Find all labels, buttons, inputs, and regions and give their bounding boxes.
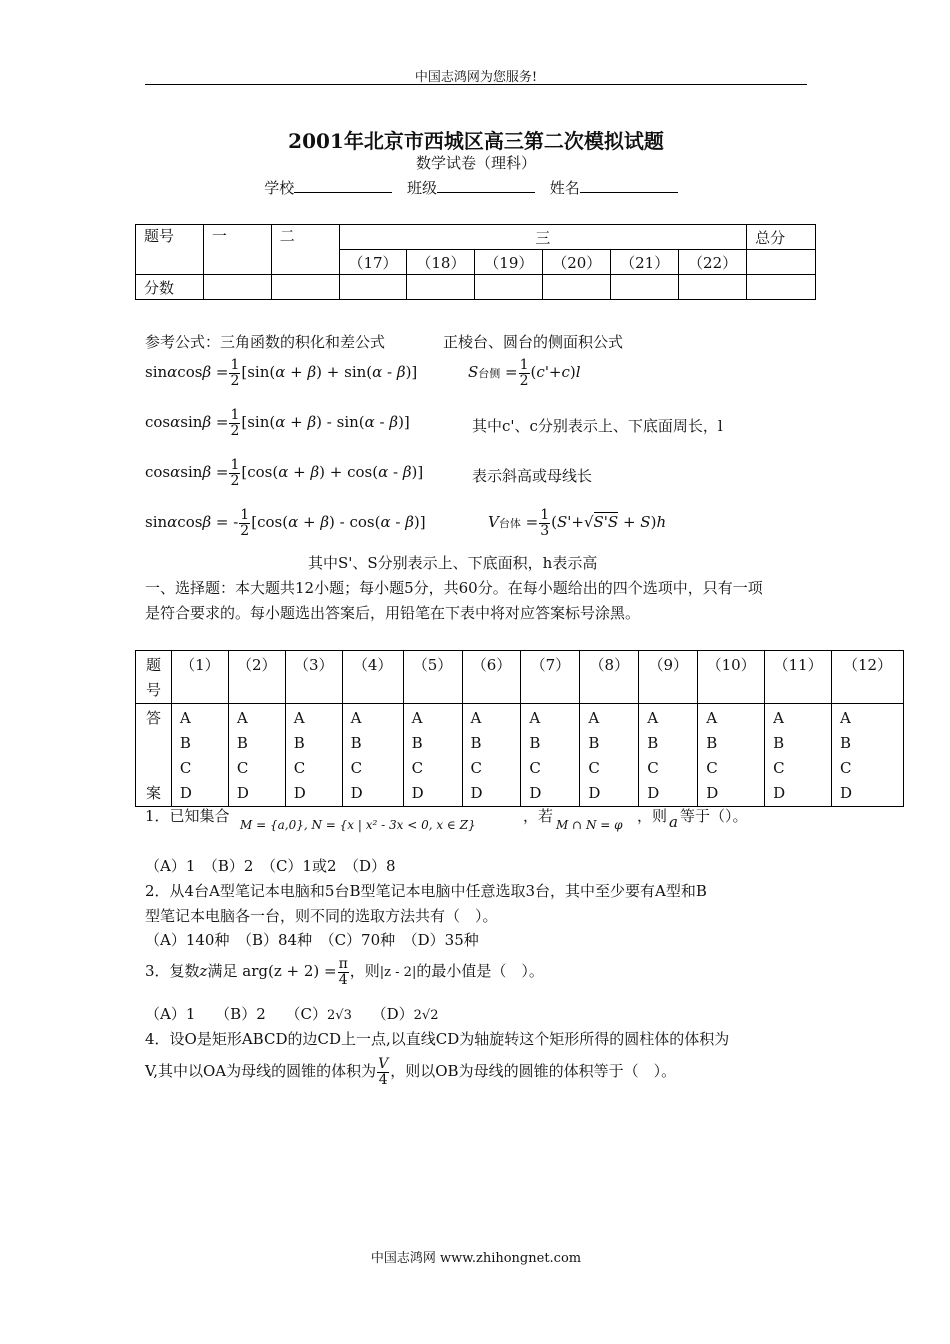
q3-tail: 的最小值是（ ）。 [416,962,544,981]
q3-opt-d: （D） [371,1005,414,1023]
choice-option[interactable]: D [236,784,249,802]
choice-option[interactable]: D [470,784,483,802]
class-label: 班级 [406,179,437,197]
score-sub-17: （17） [339,250,407,275]
choice-option[interactable]: C [840,759,852,777]
choice-option[interactable]: B [706,734,718,752]
choice-option[interactable]: A [293,709,305,727]
choice-option[interactable]: B [588,734,600,752]
q3-opt-c: （C） [285,1005,328,1023]
site-header: 中国志鸿网为您服务! [414,70,538,85]
choice-option[interactable]: A [840,709,851,727]
score-cell[interactable] [271,275,339,300]
q3-z: z [199,962,208,981]
choice-option[interactable]: B [840,734,852,752]
choice-option[interactable]: D [773,784,786,802]
choice-option[interactable]: A [236,709,248,727]
choice-option[interactable]: D [293,784,306,802]
answer-num: （8） [580,651,639,704]
answer-choices [639,704,698,807]
answer-label [136,704,172,807]
choice-option[interactable]: C [647,759,659,777]
choice-option[interactable]: D [647,784,660,802]
label-bottom: 号 [145,681,161,699]
q1-options: （A）1 （B）2 （C）1或2 （D）8 [145,857,396,875]
choice-option[interactable]: C [293,759,306,777]
name-label: 姓名 [549,179,580,197]
answer-choices [403,704,462,807]
score-cell[interactable] [543,275,611,300]
answer-choices [342,704,403,807]
score-cell[interactable] [339,275,407,300]
note-l: 表示斜高或母线长 [472,467,593,485]
ans-bottom: 案 [145,784,161,802]
q3-opt-d-val: 2√2 [413,1008,439,1023]
answer-num: （7） [521,651,580,704]
score-cell[interactable] [679,275,747,300]
choice-option[interactable]: B [773,734,785,752]
student-info-fields [145,177,807,198]
choice-option[interactable]: D [411,784,424,802]
choice-option[interactable]: D [179,784,192,802]
score-cell [747,250,816,275]
answer-choices [228,704,285,807]
score-header-question: 题号 [136,225,204,275]
formula-3: cosαsinβ = $\frac{1}{2}$ [cos(α + β) + cos(α - β)] [145,457,424,489]
section1-text2: 是符合要求的。每小题选出答案后，用铅笔在下表中将对应答案标号涂黑。 [145,604,641,622]
answer-num: （4） [342,651,403,704]
score-row-label: 分数 [136,275,204,300]
choice-option[interactable]: C [350,759,363,777]
q4-four: 4 [378,1071,388,1088]
choice-option[interactable]: B [470,734,482,752]
q2-options: （A）140种 （B）84种 （C）70种 （D）35种 [145,931,479,949]
q1-condition: M ∩ N = φ [556,818,623,832]
q1-mid: ，若 [523,807,554,825]
answer-choices [698,704,765,807]
answer-num: （2） [228,651,285,704]
score-cell[interactable] [203,275,271,300]
choice-option[interactable]: B [529,734,541,752]
subtitle: 数学试卷（理科） [415,154,536,172]
formula-s-lateral: S台侧 = $\frac{1}{2}$ (c'+c)l [468,357,581,389]
formula-v-frustum: V台体 = $\frac{1}{3}$ (S'+√S'S + S)h [488,507,667,539]
score-sub-20: （20） [543,250,611,275]
ans-top: 答 [145,709,161,727]
answer-choices [462,704,521,807]
q1-set: M = {a,0}, N = {x | x² - 3x < 0, x ∈ Z} [240,818,476,832]
score-table [135,224,816,300]
q1-then: ，则 [637,807,668,825]
q3-then: ，则 [349,962,380,981]
answer-choices [171,704,228,807]
score-header-part3: 三 [339,225,747,250]
q3-prefix: 3．复数 [145,962,200,981]
answer-num: （11） [765,651,832,704]
answer-choices [580,704,639,807]
answer-num: （9） [639,651,698,704]
header-divider [145,84,807,85]
q3-opt-b: （B）2 [215,1005,266,1023]
q3-opt-c-val: 2√3 [327,1008,352,1023]
choice-option[interactable]: A [179,709,191,727]
choice-option[interactable]: B [293,734,305,752]
choice-option[interactable]: C [706,759,718,777]
choice-option[interactable]: C [411,759,424,777]
s-subscript: 台侧 [478,367,501,381]
formula-2: cosαsinβ = $\frac{1}{2}$ [sin(α + β) - sin(α - β)] [145,407,410,439]
section1-text1: 一、选择题：本大题共12小题；每小题5分，共60分。在每小题给出的四个选项中，只有一项 [145,579,763,597]
score-cell[interactable] [475,275,543,300]
score-sub-22: （22） [679,250,747,275]
q3-opt-a: （A）1 [145,1005,196,1023]
choice-option[interactable]: A [773,709,784,727]
q3-options [145,1003,438,1024]
choice-option[interactable]: C [470,759,482,777]
choice-option[interactable]: C [179,759,192,777]
choice-option[interactable]: C [588,759,600,777]
answer-choices [285,704,342,807]
v-subscript: 台体 [498,517,521,531]
q4-v: V [378,1056,389,1072]
score-header-total: 总分 [747,225,816,250]
q2-line1: 2．从4台A型笔记本电脑和5台B型笔记本电脑中任意选取3台，其中至少要有A型和B [145,882,707,900]
choice-option[interactable]: B [179,734,191,752]
score-sub-21: （21） [611,250,679,275]
score-sub-18: （18） [407,250,475,275]
answer-num: （5） [403,651,462,704]
choice-option[interactable]: A [529,709,541,727]
choice-option[interactable]: B [236,734,248,752]
answer-choices [832,704,904,807]
choice-option[interactable]: D [529,784,542,802]
choice-option[interactable]: A [411,709,423,727]
q3-four: 4 [338,971,348,988]
choice-option[interactable]: A [588,709,600,727]
choice-option[interactable]: C [236,759,249,777]
formula-1: sinαcosβ = $\frac{1}{2}$ [sin(α + β) + sin(α - β)] [145,357,418,389]
q4-line2 [145,1057,676,1087]
answer-num: （1） [171,651,228,704]
site-footer: 中国志鸿网 www.zhihongnet.com [370,1251,582,1266]
choice-option[interactable]: C [773,759,785,777]
choice-option[interactable]: A [470,709,482,727]
q1-var: a [669,813,678,831]
answer-num: （12） [832,651,904,704]
choice-option[interactable]: B [350,734,362,752]
formula-4: sinαcosβ = - $\frac{1}{2}$ [cos(α + β) - cos(α - β)] [145,507,426,539]
q2-line2: 型笔记本电脑各一台，则不同的选取方法共有（ ）。 [145,907,498,925]
choice-option[interactable]: B [411,734,423,752]
answer-num: （6） [462,651,521,704]
answer-choices [521,704,580,807]
answer-table [135,650,904,807]
choice-option[interactable]: D [706,784,719,802]
formula-intro: 参考公式：三角函数的积化和差公式 [145,333,386,351]
choice-option[interactable]: D [588,784,601,802]
score-cell[interactable] [407,275,475,300]
choice-option[interactable]: A [706,709,718,727]
note-s: 其中S'、S分别表示上、下底面积，h表示高 [308,554,598,572]
choice-option[interactable]: B [647,734,659,752]
name-blank[interactable] [580,178,678,193]
q4-line1: 4．设O是矩形ABCD的边CD上一点,以直线CD为轴旋转这个矩形所得的圆柱体的体积为 [145,1030,730,1048]
frustum-title: 正棱台、圆台的侧面积公式 [443,333,624,351]
page-title: 2001年北京市西城区高三第二次模拟试题 [288,129,664,153]
q3-abs: |z - 2| [379,965,417,981]
score-cell[interactable] [747,275,816,300]
score-header-part1: 一 [203,225,271,275]
q3-mid: 满足 [207,962,238,981]
choice-option[interactable]: C [529,759,541,777]
q1-prefix: 1．已知集合 [145,807,230,825]
q3-pi: π [338,956,348,972]
score-sub-19: （19） [475,250,543,275]
q4-line2-a: V,其中以OA为母线的圆锥的体积为 [145,1062,377,1081]
score-cell[interactable] [611,275,679,300]
choice-option[interactable]: D [350,784,363,802]
q3-line [145,957,544,987]
answer-num: （3） [285,651,342,704]
q3-expr: arg(z + 2) = [242,962,337,981]
school-blank[interactable] [294,178,392,193]
school-label: 学校 [264,179,295,197]
choice-option[interactable]: A [350,709,362,727]
label-top: 题 [145,656,161,674]
q1-tail: 等于（）。 [680,807,748,825]
class-blank[interactable] [437,178,535,193]
choice-option[interactable]: D [840,784,853,802]
answer-row-label [136,651,172,704]
q4-line2-b: ，则以OB为母线的圆锥的体积等于（ ）。 [390,1062,677,1081]
answer-choices [765,704,832,807]
note-c: 其中c'、c分别表示上、下底面周长，l [472,417,723,435]
choice-option[interactable]: A [647,709,659,727]
score-header-part2: 二 [271,225,339,275]
answer-num: （10） [698,651,765,704]
